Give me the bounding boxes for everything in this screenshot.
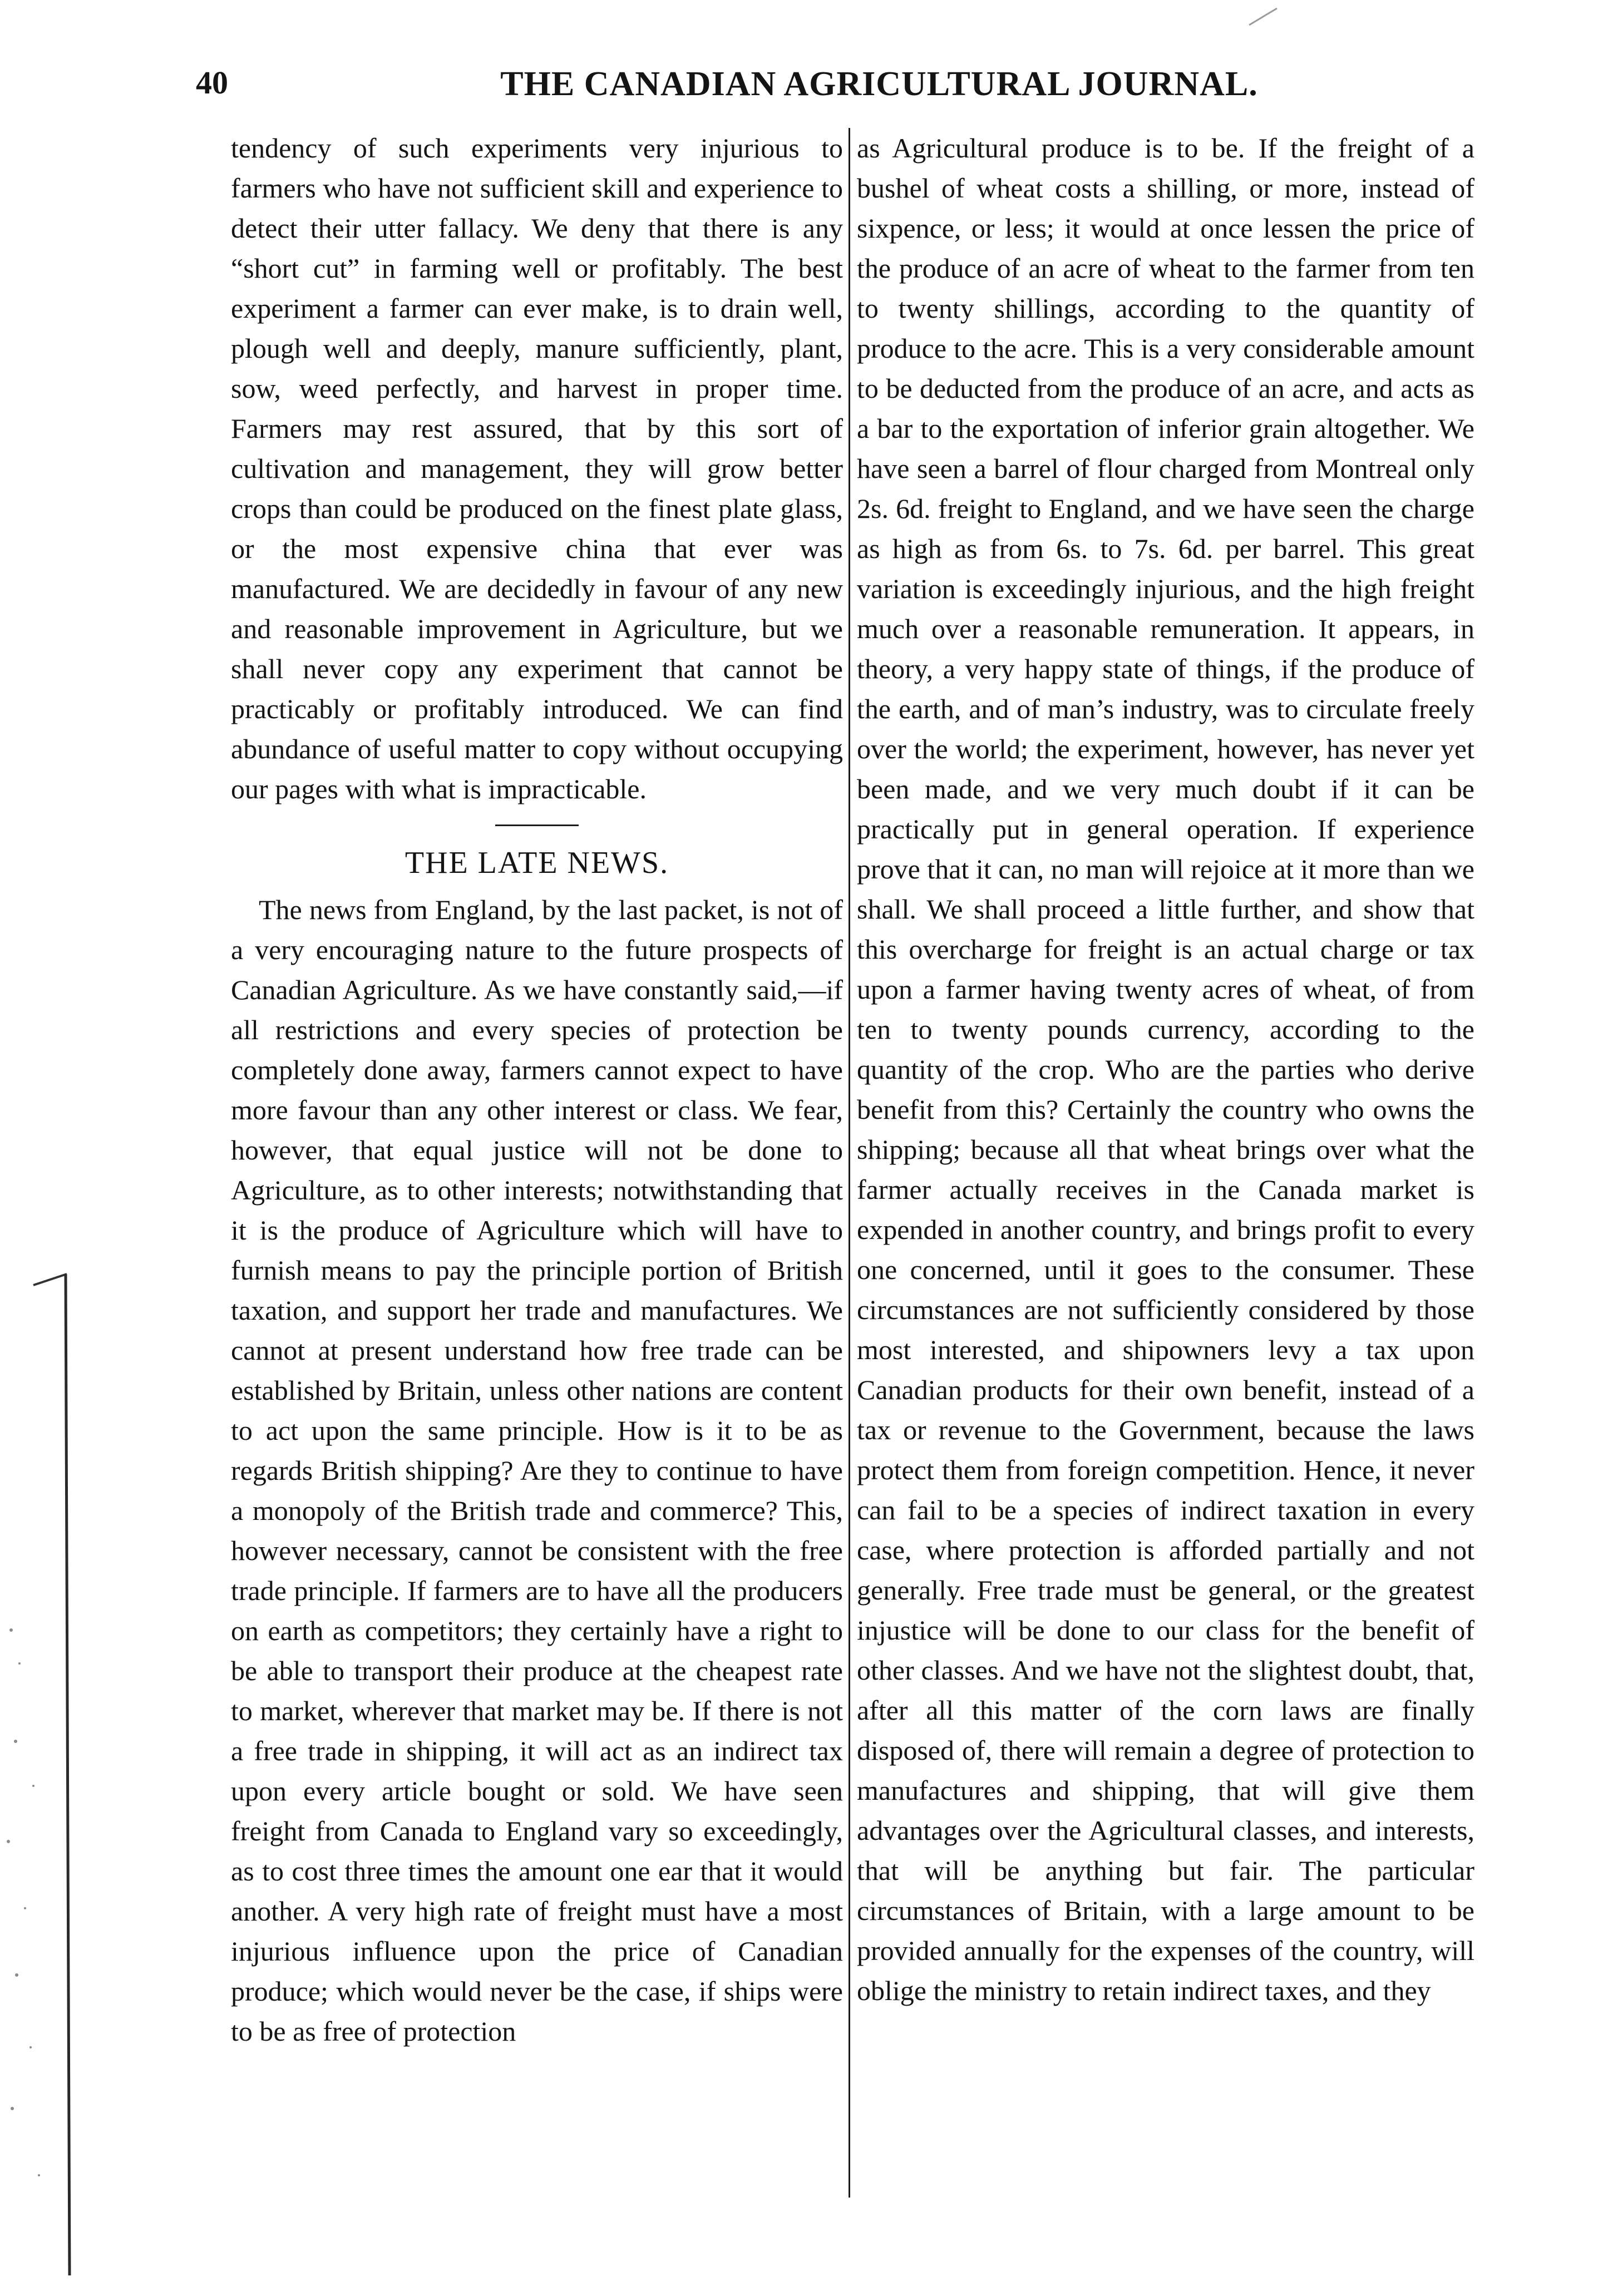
pencil-mark [1246,6,1280,28]
right-paragraph: as Agricultural produce is to be. If the freight of a bushel of wheat costs a shilling, or more, instead of sixpence, or less; it would at once lessen the price of the produce of an acre of wheat to the farmer from ten to twenty shillings, according to the quantity of produce to the acre. This is a very considerable amount to be deducted from the produce of an acre, and acts as a bar to the exportation of inferior grain altogether. We have seen a barrel of flour charged from Montreal only 2s. 6d. freight to England, and we have seen the charge as high as from 6s. to 7s. 6d. per barrel. This great variation is exceedingly injurious, and the high freight much over a reasonable remuneration. It appears, in theory, a very happy state of things, if the produce of the earth, and of man’s industry, was to circulate freely over the world; the experiment, however, has never yet been made, and we very much doubt if it can be practically put in general operation. If experience prove that it can, no man will rejoice at it more than we shall. We shall proceed a little further, and show that this overcharge for freight is an actual charge or tax upon a farmer having twenty acres of wheat, of from ten to twenty pounds currency, according to the quantity of the crop. Who are the parties who derive benefit from this? Certainly the country who owns the shipping; because all that wheat brings over what the farmer actually receives in the Canada market is expended in another country, and brings profit to every one concerned, until it goes to the consumer. These circumstances are not sufficiently considered by those most interested, and shipowners levy a tax upon Canadian products for their own benefit, instead of a tax or revenue to the Government, because the laws protect them from foreign competition. Hence, it never can fail to be a species of indirect taxation in every case, where protection is afforded partially and not generally. Free trade must be general, or the greatest injustice will be done to our class for the benefit of other classes. And we have not the slightest doubt, that, after all this matter of the corn laws are finally disposed of, there will remain a degree of protection to manufactures and shipping, that will give them advantages over the Agricultural classes, and interests, that will be anything but fair. The particular circumstances of Britain, with a large amount to be provided annually for the expenses of the country, will oblige the ministry to retain indirect taxes, and they [857,132,1474,2006]
left-column [231,128,843,2051]
margin-stain [0,1241,83,2287]
news-paragraph: The news from England, by the last packet, is not of a very encouraging nature to the future prospects of Canadian Agriculture. As we have constantly said,—if all restrictions and every species of protection be completely done away, farmers cannot expect to have more favour than any other interest or class. We fear, however, that equal justice will not be done to Agriculture, as to other interests; notwithstanding that it is the produce of Agriculture which will have to furnish means to pay the principle portion of British taxation, and support her trade and manufactures. We cannot at present understand how free trade can be established by Britain, unless other nations are content to act upon the same principle. How is it to be as regards British shipping? Are they to continue to have a monopoly of the British trade and commerce? This, however necessary, cannot be consistent with the free trade principle. If farmers are to have all the producers on earth as competitors; they certainly have a right to be able to transport their produce at the cheapest rate to market, wherever that market may be. If there is not a free trade in shipping, it will act as an indirect tax upon every article bought or sold. We have seen freight from Canada to England vary so exceedingly, as to cost three times the amount one ear that it would another. A very high rate of freight must have a most injurious influence upon the price of Canadian produce; which would never be the case, if ships were to be as free of protection [231,894,843,2047]
intro-paragraph: tendency of such experiments very injurious to farmers who have not sufficient skill and experience to detect their utter fallacy. We deny that there is any “short cut” in farming well or profitably. The best experiment a farmer can ever make, is to drain well, plough well and deeply, manure sufficiently, plant, sow, weed perfectly, and harvest in proper time. Farmers may rest assured, that by this sort of cultivation and management, they will grow better crops than could be produced on the finest plate glass, or the most expensive china that ever was manufactured. We are decidedly in favour of any new and reasonable improvement in Agriculture, but we shall never copy any experiment that cannot be practicably or profitably introduced. We can find abundance of useful matter to copy without occupying our pages with what is impracticable. [231,132,843,804]
running-title: THE CANADIAN AGRICULTURAL JOURNAL. [500,65,1258,103]
column-divider [849,128,850,2198]
section-heading: THE LATE NEWS. [405,846,669,880]
page-number: 40 [196,65,228,101]
right-column [857,128,1474,2011]
section-rule [495,824,579,826]
